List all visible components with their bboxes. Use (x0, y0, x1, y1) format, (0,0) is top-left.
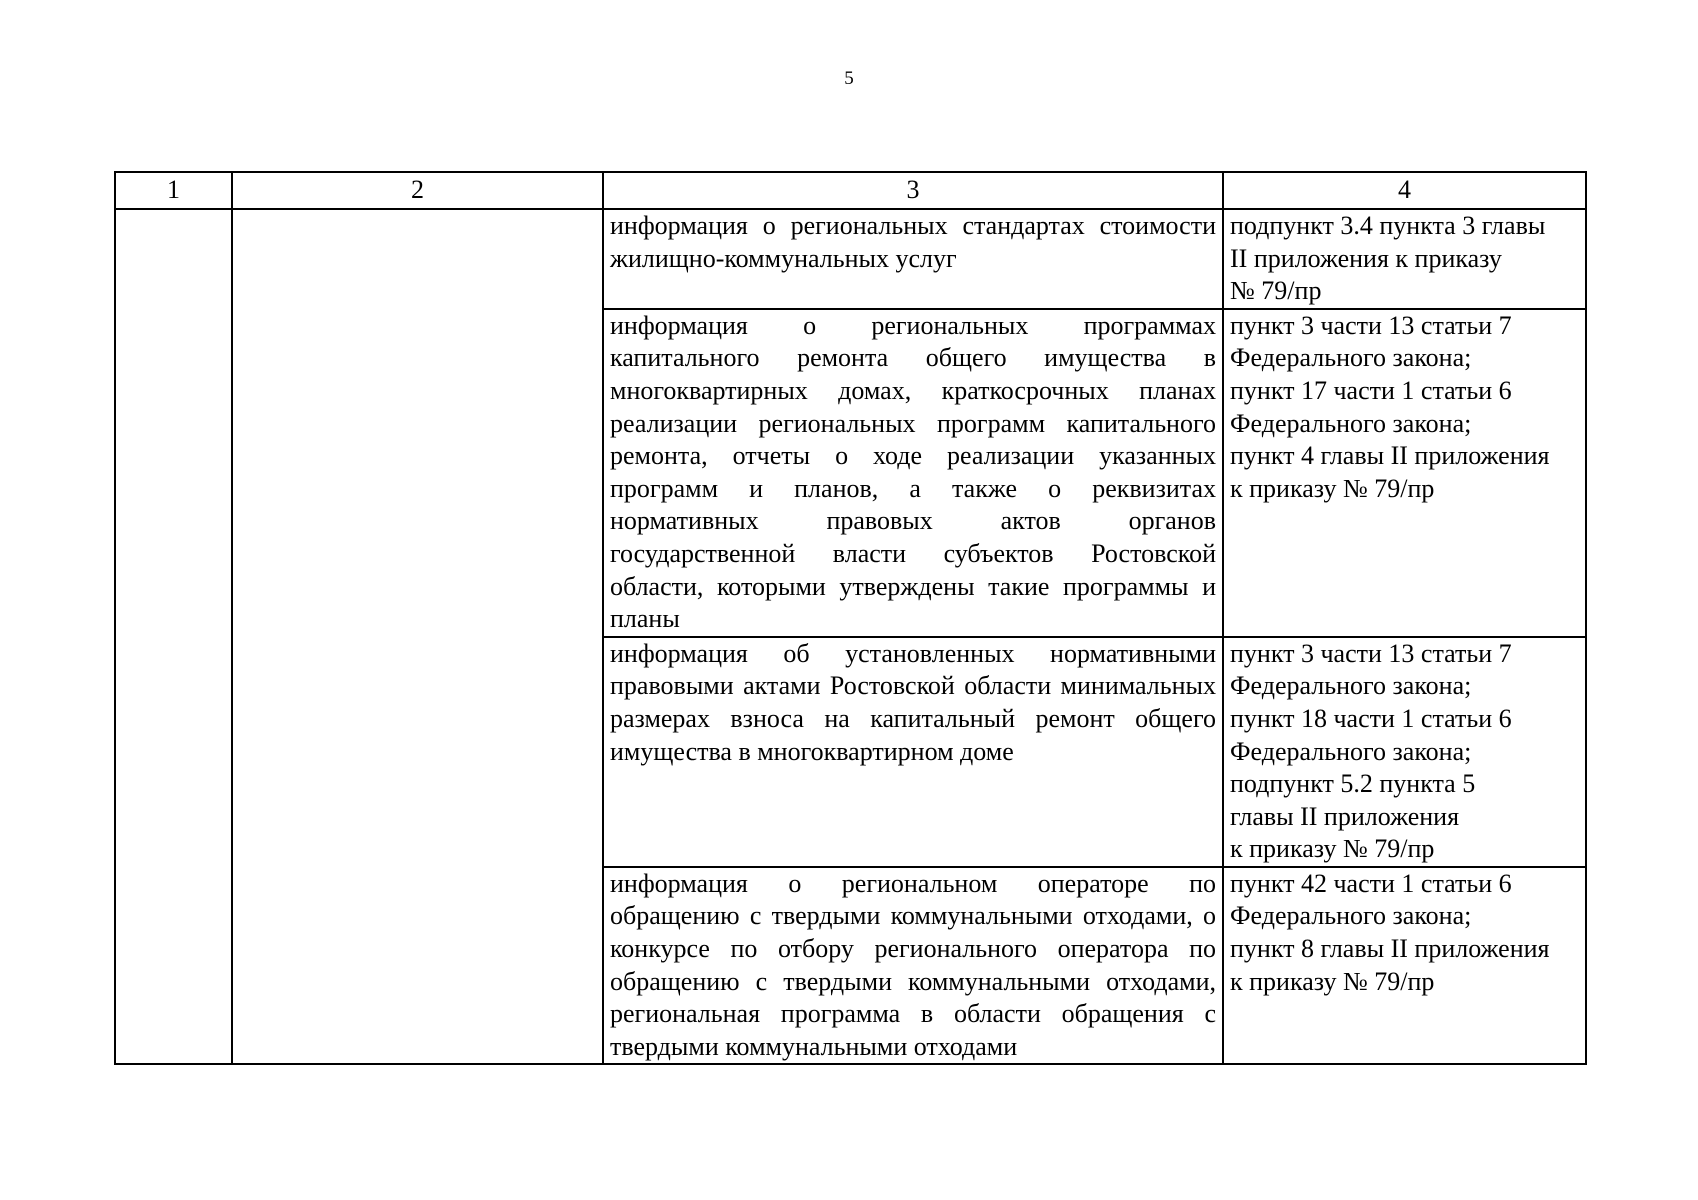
header-col-3: 3 (603, 172, 1223, 209)
row-4-reference: пункт 42 части 1 статьи 6 Федерального закона; пункт 8 главы II приложения к приказу № 79/пр (1223, 867, 1586, 1065)
row-3-description: информация об установленных нормативными правовыми актами Ростовской области минимальных размерах взноса на капитальный ремонт общего имущества в многоквартирном доме (603, 637, 1223, 867)
document-table (114, 171, 1587, 1065)
row-2-reference: пункт 3 части 13 статьи 7 Федерального закона; пункт 17 части 1 статьи 6 Федерального закона; пункт 4 главы II приложения к приказу № 79/пр (1223, 309, 1586, 637)
table-row (115, 209, 1586, 309)
page-number: 5 (844, 68, 854, 89)
row-4-description: информация о региональном операторе по обращению с твердыми коммунальными отходами, о конкурсе по отбору регионального оператора по обращению с твердыми коммунальными отходами, региональная программа в области обращения с твердыми коммунальными отходами (603, 867, 1223, 1065)
table-header-row (115, 172, 1586, 209)
row-1-description: информация о региональных стандартах стоимости жилищно-коммунальных услуг (603, 209, 1223, 309)
header-col-2: 2 (232, 172, 603, 209)
col2-merged-cell (232, 209, 603, 1064)
header-col-4: 4 (1223, 172, 1586, 209)
row-3-reference: пункт 3 части 13 статьи 7 Федерального закона; пункт 18 части 1 статьи 6 Федерального закона; подпункт 5.2 пункта 5 главы II приложения к приказу № 79/пр (1223, 637, 1586, 867)
row-1-reference: подпункт 3.4 пункта 3 главы II приложения к приказу № 79/пр (1223, 209, 1586, 309)
col1-merged-cell (115, 209, 232, 1064)
row-2-description: информация о региональных программах капитального ремонта общего имущества в многоквартирных домах, краткосрочных планах реализации региональных программ капитального ремонта, отчеты о ходе реализации указанных программ и планов, а также о реквизитах нормативных правовых актов органов государственной власти субъектов Ростовской области, которыми утверждены такие программы и планы (603, 309, 1223, 637)
header-col-1: 1 (115, 172, 232, 209)
